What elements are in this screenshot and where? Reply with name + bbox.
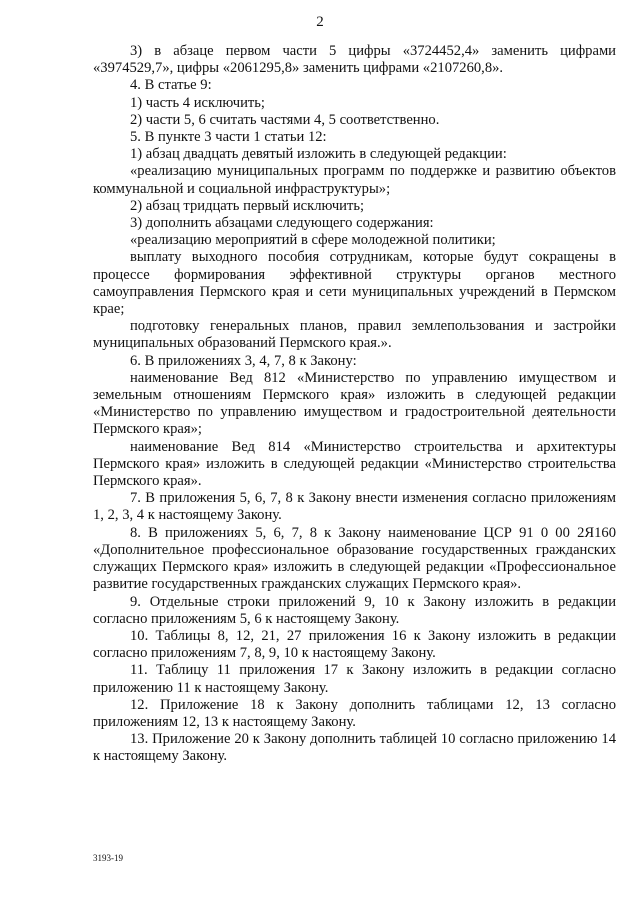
paragraph: 1) абзац двадцать девятый изложить в следующей редакции:	[130, 146, 507, 163]
paragraph: 2) абзац тридцать первый исключить;	[130, 197, 365, 214]
paragraph: 4. В статье 9:	[130, 77, 212, 94]
document-body	[93, 43, 616, 766]
paragraph: подготовку генеральных планов, правил землепользования и застройки муниципальных образований Пермского края.».	[93, 318, 616, 352]
paragraph: 9. Отдельные строки приложений 9, 10 к Закону изложить в редакции согласно приложениям 5, 6 к настоящему Закону.	[93, 593, 616, 627]
paragraph: 2) части 5, 6 считать частями 4, 5 соответственно.	[130, 111, 440, 128]
paragraph: 1) часть 4 исключить;	[130, 94, 265, 111]
paragraph: 12. Приложение 18 к Закону дополнить таблицами 12, 13 согласно приложениям 12, 13 к настоящему Закону.	[93, 696, 616, 730]
document-code: 3193-19	[93, 853, 123, 863]
paragraph: наименование Вед 814 «Министерство строительства и архитектуры Пермского края» изложить в следующей редакции «Министерство строительства Пермского края».	[93, 438, 616, 490]
paragraph: 13. Приложение 20 к Закону дополнить таблицей 10 согласно приложению 14 к настоящему Закону.	[93, 731, 616, 765]
paragraph: выплату выходного пособия сотрудникам, которые будут сокращены в процессе формирования эффективной структуры органов местного самоуправления Пермского края и сети муниципальных учреждений в Пермском крае;	[93, 249, 616, 318]
paragraph: 7. В приложения 5, 6, 7, 8 к Закону внести изменения согласно приложениям 1, 2, 3, 4 к настоящему Закону.	[93, 490, 616, 524]
paragraph: 11. Таблицу 11 приложения 17 к Закону изложить в редакции согласно приложению 11 к настоящему Закону.	[93, 662, 616, 696]
paragraph: 3) дополнить абзацами следующего содержания:	[130, 215, 434, 232]
paragraph: «реализацию муниципальных программ по поддержке и развитию объектов коммунальной и социальной инфраструктуры»;	[93, 163, 616, 197]
paragraph: наименование Вед 812 «Министерство по управлению имуществом и земельным отношениям Пермского края» изложить в следующей редакции «Министерство по управлению имуществом и градостроительной деятельности Пермского края»;	[93, 369, 616, 438]
paragraph: «реализацию мероприятий в сфере молодежной политики;	[130, 232, 496, 249]
paragraph: 5. В пункте 3 части 1 статьи 12:	[130, 129, 327, 146]
paragraph: 8. В приложениях 5, 6, 7, 8 к Закону наименование ЦСР 91 0 00 2Я160 «Дополнительное профессиональное образование государственных гражданских служащих Пермского края» изложить в следующей редакции «Профессиональное развитие государственных гражданских служащих Пермского края».	[93, 524, 616, 593]
paragraph: 10. Таблицы 8, 12, 21, 27 приложения 16 к Закону изложить в редакции согласно приложениям 7, 8, 9, 10 к настоящему Закону.	[93, 627, 616, 662]
paragraph: 6. В приложениях 3, 4, 7, 8 к Закону:	[130, 352, 357, 369]
page-number: 2	[316, 14, 324, 30]
paragraph: 3) в абзаце первом части 5 цифры «3724452,4» заменить цифрами «3974529,7», цифры «2061295,8» заменить цифрами «2107260,8».	[93, 43, 616, 77]
